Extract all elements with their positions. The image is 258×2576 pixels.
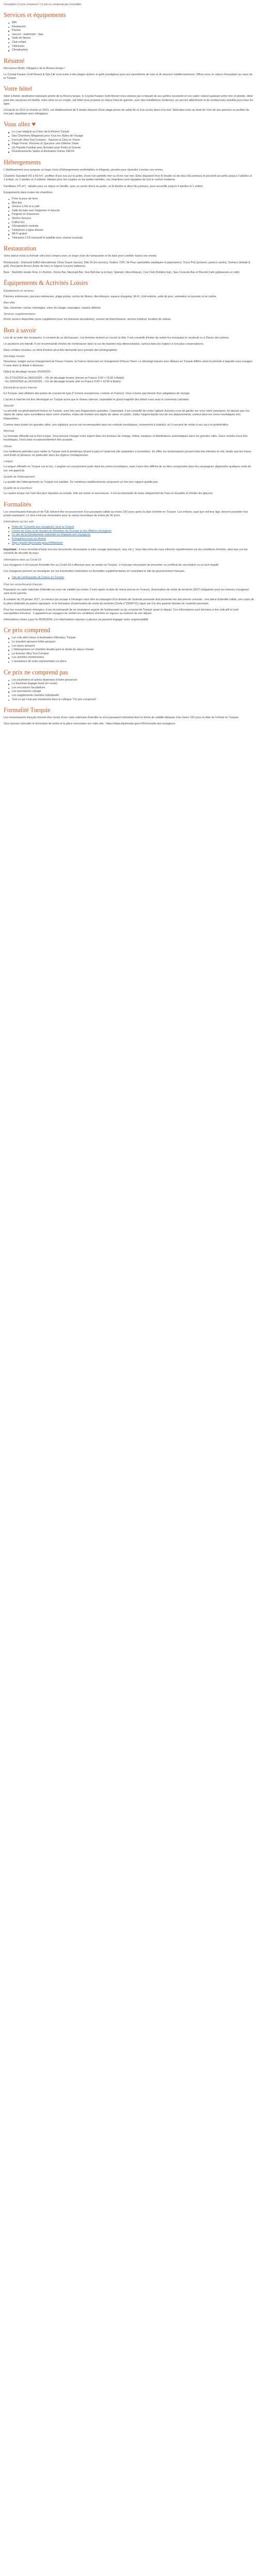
food-quality-label: Qualité de la nourriture: [4, 487, 32, 490]
rooms-equipment-list: [4, 197, 254, 241]
bullet-icon: [8, 223, 9, 224]
bullet-icon: [8, 700, 9, 701]
list-item-label: Club enfant: [12, 40, 26, 44]
climate-text: Les meilleures périodes pour visiter la Turquie sont le printemps (d'avril à juin) et l'automne (de septembre à novembre). En effet, les températures peuvent être très élevées en été, tandis que les hivers sont froids et pluvieux, en particulier dans les régions montagneuses.: [4, 450, 251, 457]
bullet-icon: [8, 23, 9, 24]
hotel-section: [4, 85, 254, 116]
included-item: [4, 660, 254, 664]
facilities-title: Équipements & Activités Loisirs: [4, 279, 88, 287]
list-item-label: Les taxes aéroport: [12, 644, 35, 648]
list-item-label: Restaurant: [12, 25, 26, 28]
service-item: [4, 33, 254, 37]
bullet-icon: [8, 214, 9, 215]
bullet-icon: [8, 132, 9, 133]
bullet-icon: [8, 199, 9, 200]
timezone-text: Nouveaux, malgré aucun changement de l'heure horaire, la France observant un changement d'heure l'hiver. Le décalage horaire avec Ankara en Turquie diffère selon la période à laquelle vous voyagez. Il varie dans le détail ci-dessous :: [4, 360, 253, 367]
food-quality-text: La cuisine turque est l'une des plus réputées au monde. Elle est variée et savoureuse. Il est recommandé de boire uniquement de l'eau en bouteille et d'éviter les glaçons.: [4, 492, 214, 496]
excluded-item: [4, 694, 254, 698]
bullet-icon: [8, 688, 9, 689]
extra-services-label: Services supplémentaires: [4, 313, 36, 316]
bullet-icon: [8, 578, 9, 579]
hotel-paragraph: Situé à Belek, destination balnéaire prisée de la Riviera turque, le Crystal Paraiso Gold Resort vous séduira par la beauté de ses jardins luxuriants et son cadre naturel apaisant entre mer et pinède. Idéal pour des vacances en famille, entre amis ou en couple, cet hôtel vous propose un séjour haut de gamme, avec des installations modernes, un service attentionné et de nombreuses activités pour tous les âges.: [4, 95, 253, 106]
list-item-label: Les vols aller-retour à destination d'Antalya, Turquie: [12, 636, 76, 640]
dining-paragraph: Restaurants : Diamond buffet international, Dona Snack Jacuzzi, Dila 24 (en service), Rubino 7/24, Sir Pesc spécialités asiatiques et japonaises), Turco Pub (poisson, paninis variés), Sumaco (kebab & grill), Pescatore Amoor (fruits de mer) et Sapore (cuisine italienne).: [4, 261, 250, 268]
rooms-title: Hébergements: [4, 158, 41, 166]
service-item: [4, 21, 254, 25]
foreign-nationals-text: Pour les ressortissants étrangers, il est recommandé de se renseigner auprès de l'ambassade ou du consulat de Turquie avant le départ. Ces informations sont données à titre indicatif et sont susceptibles d'évoluer ; il appartient au voyageur de vérifier les conditions d'entrée en vigueur au moment de son départ.: [4, 608, 238, 616]
bullet-icon: [8, 234, 9, 235]
room-equipment-item: [4, 221, 254, 225]
electricity-text: En Turquie, tant utilisées des prises de courant de type F (norme européenne, comme en France). Vous n'aurez pas besoin d'un adaptateur de voyage.: [4, 392, 190, 395]
bullet-icon: [8, 527, 9, 528]
formality-item[interactable]: [4, 526, 254, 530]
list-item-label: L'assistance de notre représentant sur place: [12, 659, 67, 663]
list-item-label: Mini-bar: [12, 201, 22, 205]
bullet-icon: [8, 543, 9, 544]
rooms-paragraph: Équipements dans toutes les chambres :: [4, 191, 54, 194]
services-title: Services et équipements: [4, 11, 66, 19]
included-item: [4, 640, 254, 645]
resume-intro: Découvrez Rotiki, l'élégance de la Riviera turque !: [4, 66, 66, 70]
highlight-item: [4, 130, 254, 134]
formalities-links-list: [4, 526, 254, 545]
list-item-label: Téléphone à ligne directe: [12, 228, 43, 232]
list-item-label: Formule Ultra Tout Compris - Saveurs & Cinq en Vision: [12, 138, 80, 142]
room-equipment-item: [4, 236, 254, 241]
room-equipment-item: [4, 225, 254, 229]
price-excludes-section: [4, 669, 254, 702]
services-list: [4, 21, 254, 53]
bullet-icon: [8, 691, 9, 692]
minors-text: À compter du 15 janvier 2017, un mineur qui voyage à l'étranger sans être accompagné d'un titulaire de l'autorité parentale doit présenter les documents suivants : une pièce d'identité valide, une copie de la pièce d'identité du parent signataire, et le formulaire d'autorisation de sortie du territoire (Cerfa n°15646*01) signé par l'un des parents titulaire de l'autorité parentale.: [4, 598, 254, 605]
bullet-icon: [8, 136, 9, 137]
list-item-label: Les excursions facultatives: [12, 686, 45, 689]
service-item: [4, 48, 254, 53]
good-to-know-section: [4, 327, 254, 496]
bullet-icon: [8, 30, 9, 31]
list-link[interactable]: Centre de Crise et de Soutien du Ministère de l'Europe et des Affaires étrangères: [12, 529, 112, 533]
formalities-section: [4, 501, 254, 622]
room-equipment-item: [4, 209, 254, 213]
bullet-icon: [8, 646, 9, 647]
service-item: [4, 41, 254, 45]
excluded-item: [4, 698, 254, 702]
bullet-icon: [8, 230, 9, 231]
dining-title: Restauration: [4, 245, 37, 252]
highlight-item: [4, 142, 254, 146]
services-section: [4, 11, 254, 53]
list-item-label: Divertissements Variés et Animation Soirée 24h/24: [12, 150, 74, 154]
update-note: Informations mises à jour le 06/06/2024. Les informations reprises ci-dessus ne peuvent engager notre responsabilité.: [4, 618, 149, 622]
turkey-formalities-text: Vous pouvez consulter le formulaire de sortie et la pièce nécessaire sur notre site : https://www.diplomatie.gouv.fr/fr/conseils-aux-voyageurs: [4, 722, 175, 726]
bullet-icon: [8, 148, 9, 149]
list-item-label: Piscine: [12, 29, 21, 32]
covid-text: Les voyageurs n'ont aucune formalité liée au Covid-19 à effectuer pour se rendre en Turquie. Il n'est pas nécessaire de présenter un certificat de vaccination ou un test négatif.: [4, 563, 219, 567]
bullet-icon: [8, 531, 9, 532]
bullet-icon: [8, 151, 9, 152]
service-item: [4, 25, 254, 29]
list-item-label: Des Chambres Élégantes pour Tous les Styles de Voyage: [12, 134, 84, 138]
list-item-label: Salle de bain avec baignoire et douche: [12, 209, 60, 212]
currency-text: La monnaie officielle est la livre turque. Vous pouvez changer votre argent dans les bureaux de change, hôtels, banques et distributeurs automatiques dans les grandes villes. Dans certains lieux très touristiques, l'euro peut occasionnellement être accepté.: [4, 435, 248, 442]
security-label: Sécurité: [4, 404, 14, 408]
climate-label: Climat: [4, 445, 12, 448]
bullet-icon: [8, 535, 9, 536]
good-to-know-title: Bon à savoir: [4, 326, 37, 334]
bullet-icon: [8, 203, 9, 204]
list-item-label: Service à thé et à café: [12, 205, 40, 209]
bullet-icon: [8, 654, 9, 655]
security-text: Comme dans toutes les grandes villes, une vigilance accrue est recommandée dans les endroits touristiques, notamment à Istanbul, où il convient de veiller à ses sacs et portefeuilles.: [4, 423, 229, 427]
wellness-text: Spa, hammam, sauna, massages, soins du visage, massages, espace détente.: [4, 306, 102, 310]
bullet-icon: [8, 144, 9, 145]
service-item: [4, 45, 254, 49]
important-note: [4, 548, 254, 555]
electricity-label: Électricité et accès Internet: [4, 386, 37, 390]
breadcrumb-tabs: Description Ce prix comprend / Ce prix ne comprend pas Formalités: [4, 3, 82, 6]
wellness-label: Bien-être: [4, 301, 15, 304]
bullet-icon: [8, 207, 9, 208]
list-item-label: Climatisation centrale: [12, 225, 39, 228]
resume-text: Le Crystal Paraiso Gold Resort & Spa 5★ vous invite à des plages dorées et golfs prestigieux pour une parenthèse de luxe et de douceur méditerranéenne. Offrez-vous un séjour d'exception au cœur de la Turquie.: [4, 73, 253, 80]
covid-label: Informations liées au Covid-19: [4, 558, 41, 562]
list-item-label: Tout ce qui n'est pas mentionné dans la rubrique "Ce prix comprend": [12, 698, 96, 701]
room-equipment-item: [4, 232, 254, 236]
list-item-label: Plage Privée, Piscines et Spa pour une Détente Totale: [12, 142, 79, 146]
accommodation-quality-label: Qualité de l'hébergement: [4, 475, 35, 479]
list-link[interactable]: Fiche de "Conseils aux voyageurs" pour la Turquie: [12, 526, 74, 529]
security-text: La sécurité est généralement bonne en Turquie, avec très peu d'agressions gratuites. Cependant, il est conseillé de rester vigilant. Assurez-vous de garder sur vous votre passeport, ne laissez pas vos objets de valeur sans surveillance dans votre chambre, évitez de montrer vos objets de valeur en public, évitez l'argent liquide lors de vos déplacements, surtout dans les zones touristiques très fréquentées.: [4, 410, 250, 420]
turkey-formalities-text: Les ressortissants français doivent être munis d'une carte nationale d'identité ou d'un passeport individuel dont la durée de validité dépasse d'au moins 150 jours la date de l'entrée en Turquie.: [4, 716, 239, 720]
list-item-label: La formule Ultra Tout Compris: [12, 652, 49, 655]
hotel-paragraph: Construit en 2013 et rénové en 2021, cet établissement de 5 étoiles dispose d'une plage privée de sable fin et d'un accès direct à la mer. Détendez-vous au bord de l'une de ses piscines ou profitez de son parc aquatique avec toboggans.: [4, 108, 250, 116]
currency-label: Monnaie: [4, 429, 14, 433]
price-excludes-title: Ce prix ne comprend pas: [4, 668, 68, 676]
resume-section: [4, 57, 254, 81]
important-text: il vous incombe d'avoir tous les documents nécessaires à votre voyage (passeport, visa, etc.). Vous êtes tenu de vous informer régulièrement sur les conditions d'entrée, ainsi que sur les conseils de sécurité du pays.: [4, 548, 248, 555]
language-text: La langue officielle en Turquie est le turc. L'anglais est couramment parlé dans les zones touristiques, mais il peut être difficile de se faire comprendre dans les campagnes. Apprendre quelques mots de turc est apprécié.: [4, 465, 251, 472]
passport-text: Passeport ou carte nationale d'identité en cours de validité (au moins 3 mois après la date de retour prévue en France). Autorisation de sortie de territoire (AST) obligatoire pour les mineurs voyageant sans leurs parents.: [4, 588, 249, 596]
accommodation-quality-text: La qualité des hébergements en Turquie est variable. De nombreux établissements proposent un très bon rapport qualité-prix.: [4, 481, 159, 484]
bullet-icon: [8, 650, 9, 651]
rooms-paragraph: Familiales (70 m²) : idéales pour un séjour en famille, avec un accès direct au jardin, un lit double et deux lits jumeaux, pour accueillir jusqu'à 4 adultes et 1 enfant.: [4, 184, 204, 188]
embassy-link[interactable]: Site de l'ambassade de France en Turquie: [12, 576, 64, 580]
room-equipment-item: [4, 197, 254, 201]
bullet-icon: [8, 35, 9, 36]
list-item-label: Les assurances voyage: [12, 690, 41, 693]
list-item-label: Prise la pour de terre: [12, 197, 38, 200]
timezone-subtitle: Début du décalage horaire 2024/2025 :: [4, 370, 52, 374]
list-item-label: Climatisation: [12, 48, 28, 52]
included-item: [4, 648, 254, 652]
resume-title: Résumé: [4, 57, 25, 64]
highlight-item: [4, 150, 254, 154]
flights-info-label: Informations sur les vols: [4, 520, 34, 524]
excluded-item: [4, 690, 254, 694]
bullet-icon: [8, 657, 9, 658]
list-item-label: L'hébergement en chambre double pour la durée du séjour choisie: [12, 648, 94, 652]
price-includes-section: [4, 626, 254, 664]
page-content: [0, 0, 258, 726]
price-includes-title: Ce prix comprend: [4, 626, 51, 634]
formalities-text: Les ressortissants français et de l'UE doivent être en possession d'un passeport valide au moins 150 jours après la date d'entrée en Turquie. Les enfants, quel que soit leur âge, doivent posséder leur propre passeport. Le visa n'est pas nécessaire pour un séjour touristique de moins de 90 jours.: [4, 510, 248, 517]
hotel-title: Votre hôtel: [4, 85, 32, 93]
list-item-label: Le Luxe intégral au Cœur de la Riviera Turque: [12, 130, 69, 134]
price-includes-list: [4, 636, 254, 664]
service-item: [4, 29, 254, 33]
price-excludes-list: [4, 679, 254, 702]
list-item-label: Peignoir et chaussons: [12, 213, 40, 216]
rooms-paragraph: L'établissement vous propose un large choix d'hébergements confortables et élégants, pensés pour répondre à toutes vos envies.: [4, 168, 164, 172]
bullet-icon: [8, 662, 9, 663]
bullet-icon: [8, 38, 9, 39]
list-item-label: Télévision LCD interactif et satellite avec chaîne musicale: [12, 236, 83, 240]
highlights-section: [4, 121, 254, 154]
list-link[interactable]: Enregistrez-vous sur Ariane: [12, 537, 46, 540]
list-item-label: Télévision: [12, 44, 25, 48]
formality-item[interactable]: [4, 533, 254, 537]
rooms-paragraph: Chambre Standard (42 à 50 m²) : profitez d'une vue sur le jardin, d'une vue partielle mer ou d'une vue mer. Elles disposent d'un lit double ou de deux lits jumeaux et peuvent accueillir jusqu'à 3 adultes et 1 enfant, ou 2 adultes et 2 enfants. Idéales pour les couples ou les petites familles, ces chambres sont équipées de tout le confort moderne.: [4, 175, 252, 182]
highlight-item: [4, 146, 254, 150]
covid-text: Les voyageurs peuvent se renseigner sur les éventuelles restrictions ou formalités supplémentaires en consultant le site du gouvernement français.: [4, 570, 185, 573]
list-link[interactable]: Le site de la Gendarmerie nationale sur Rappels aux voyageurs: [12, 533, 91, 537]
formality-item[interactable]: [4, 537, 254, 541]
list-item-label: Wifi: [12, 21, 17, 24]
bullet-icon: [8, 211, 9, 212]
turkey-formalities-section: [4, 706, 254, 726]
facilities-section: [4, 279, 254, 321]
included-item: [4, 636, 254, 640]
formality-item[interactable]: [4, 541, 254, 546]
list-item-label: Coffre-fort: [12, 221, 25, 224]
highlights-title: Vous allez ♥: [4, 121, 36, 128]
bullet-icon: [8, 218, 9, 219]
bullet-icon: [8, 238, 9, 239]
good-to-know-paragraph: Lors de la visite des mosquées, il convient de se déchausser. Les femmes doivent se couvrir la tête. Il est conseillé d'éviter de visiter les mosquées le vendredi ou à l'heure des prières.: [4, 336, 230, 340]
language-label: Langue: [4, 460, 13, 464]
bullet-icon: [8, 680, 9, 681]
good-to-know-paragraph: Dans certains musées, un droit d'entrée peut être demandé pour prendre des photographies.: [4, 348, 118, 352]
turkey-formalities-title: Formalité Turquie: [4, 706, 51, 714]
list-item-label: Le transfert aéroport-hôtel-aéroport: [12, 640, 56, 644]
list-item-label: Salle de fitness: [12, 37, 31, 40]
highlight-item: [4, 134, 254, 139]
room-equipment-item: [4, 213, 254, 217]
bullet-icon: [8, 642, 9, 643]
room-equipment-item: [4, 205, 254, 209]
room-equipment-item: [4, 217, 254, 221]
bullet-icon: [8, 140, 9, 141]
included-item: [4, 656, 254, 660]
good-to-know-paragraph: Le pourboire est interdit. Il est recommandé d'éviter de s'embrasser dans la rue de manière trop démonstrative, surtout dans les régions à l'est plus conservatrices.: [4, 342, 204, 346]
dining-section: [4, 245, 254, 275]
list-item-label: La franchise bagage lourd (en soute): [12, 682, 58, 686]
bullet-icon: [8, 638, 9, 639]
embassy-list: [4, 576, 254, 580]
service-item: [4, 37, 254, 41]
dining-paragraph: Bars : Starbrillo Hoatie Row, Lo Bortino, Dome Bar, Mermaid Bar, Sea Bird bar (a-la-bar), Splendo (discothèque), Cez Club (théâtre) bar), Spa Cressola Bar et Biscotti Café (pâtisseries et café).: [4, 271, 240, 275]
timezone-label: Décalage horaire: [4, 355, 25, 359]
bullet-icon: [8, 46, 9, 47]
excluded-item: [4, 682, 254, 686]
bullet-icon: [8, 27, 9, 28]
bullet-icon: [8, 539, 9, 540]
important-label: Important :: [4, 548, 19, 552]
internet-text: L'accès à Internet est très développé en Turquie aussi que le réseau internet, cependant le grand majorité des hôtels vous avez le connexion cellulaire.: [4, 398, 190, 401]
bullet-icon: [8, 226, 9, 227]
rooms-section: [4, 159, 254, 241]
bullet-icon: [8, 696, 9, 697]
list-item-label: Jacuzzi - Hammam - Spa: [12, 32, 43, 36]
bullet-icon: [8, 50, 9, 51]
dining-paragraph: Votre séjour inclut la formule ultra tout compris avec un large choix de restaurants et de bars pour combler toutes vos envies.: [4, 255, 157, 258]
included-item: [4, 652, 254, 656]
excluded-item: [4, 686, 254, 690]
list-item[interactable]: [4, 576, 254, 580]
formalities-title: Formalités: [4, 500, 31, 508]
list-item-label: Wi-Fi gratuit: [12, 232, 27, 236]
list-item-label: Les pourboires et autres dépenses d'ordre personnel: [12, 678, 77, 682]
list-link[interactable]: https://pastel.diplomatie.gouv.fr/fildariane/: [12, 541, 63, 545]
list-item-label: Un Paradis Familial avec Activités pour Petits et Grands: [12, 146, 81, 149]
bullet-icon: [8, 42, 9, 43]
french-nationals-label: Pour les ressortissants français: [4, 583, 42, 586]
highlights-list: [4, 130, 254, 154]
bullet-icon: [8, 684, 9, 685]
list-item-label: Les activités mentionnées: [12, 656, 44, 659]
timezone-dates: - Du 27/10/2024 au 30/03/2025 : +2h de décalage horaire (Heure en France 9:00 = 11:00 à Belek) - Du 30/03/2025 au 26/10/2025 : +1h de décalage horaire (été en France 9:00 = 10:00 à Belek): [4, 376, 124, 384]
list-item-label: Sèche-cheveux: [12, 216, 31, 220]
extra-services-text: Room service disponible (avec supplément pour les boissons alcoolisées), service de blanchisserie, service médical, location de voiture.: [4, 318, 172, 321]
list-item-label: Les suppléments chambre individuelle: [12, 693, 59, 697]
facilities-text: Piscines extérieures, piscines intérieures, plage privée, centre de fitness, discothèque, espace shopping, Wi-Fi, club enfants, salle de jeux, animation en journée et en soirée.: [4, 295, 217, 298]
facilities-label: Équipements et services: [4, 290, 34, 293]
